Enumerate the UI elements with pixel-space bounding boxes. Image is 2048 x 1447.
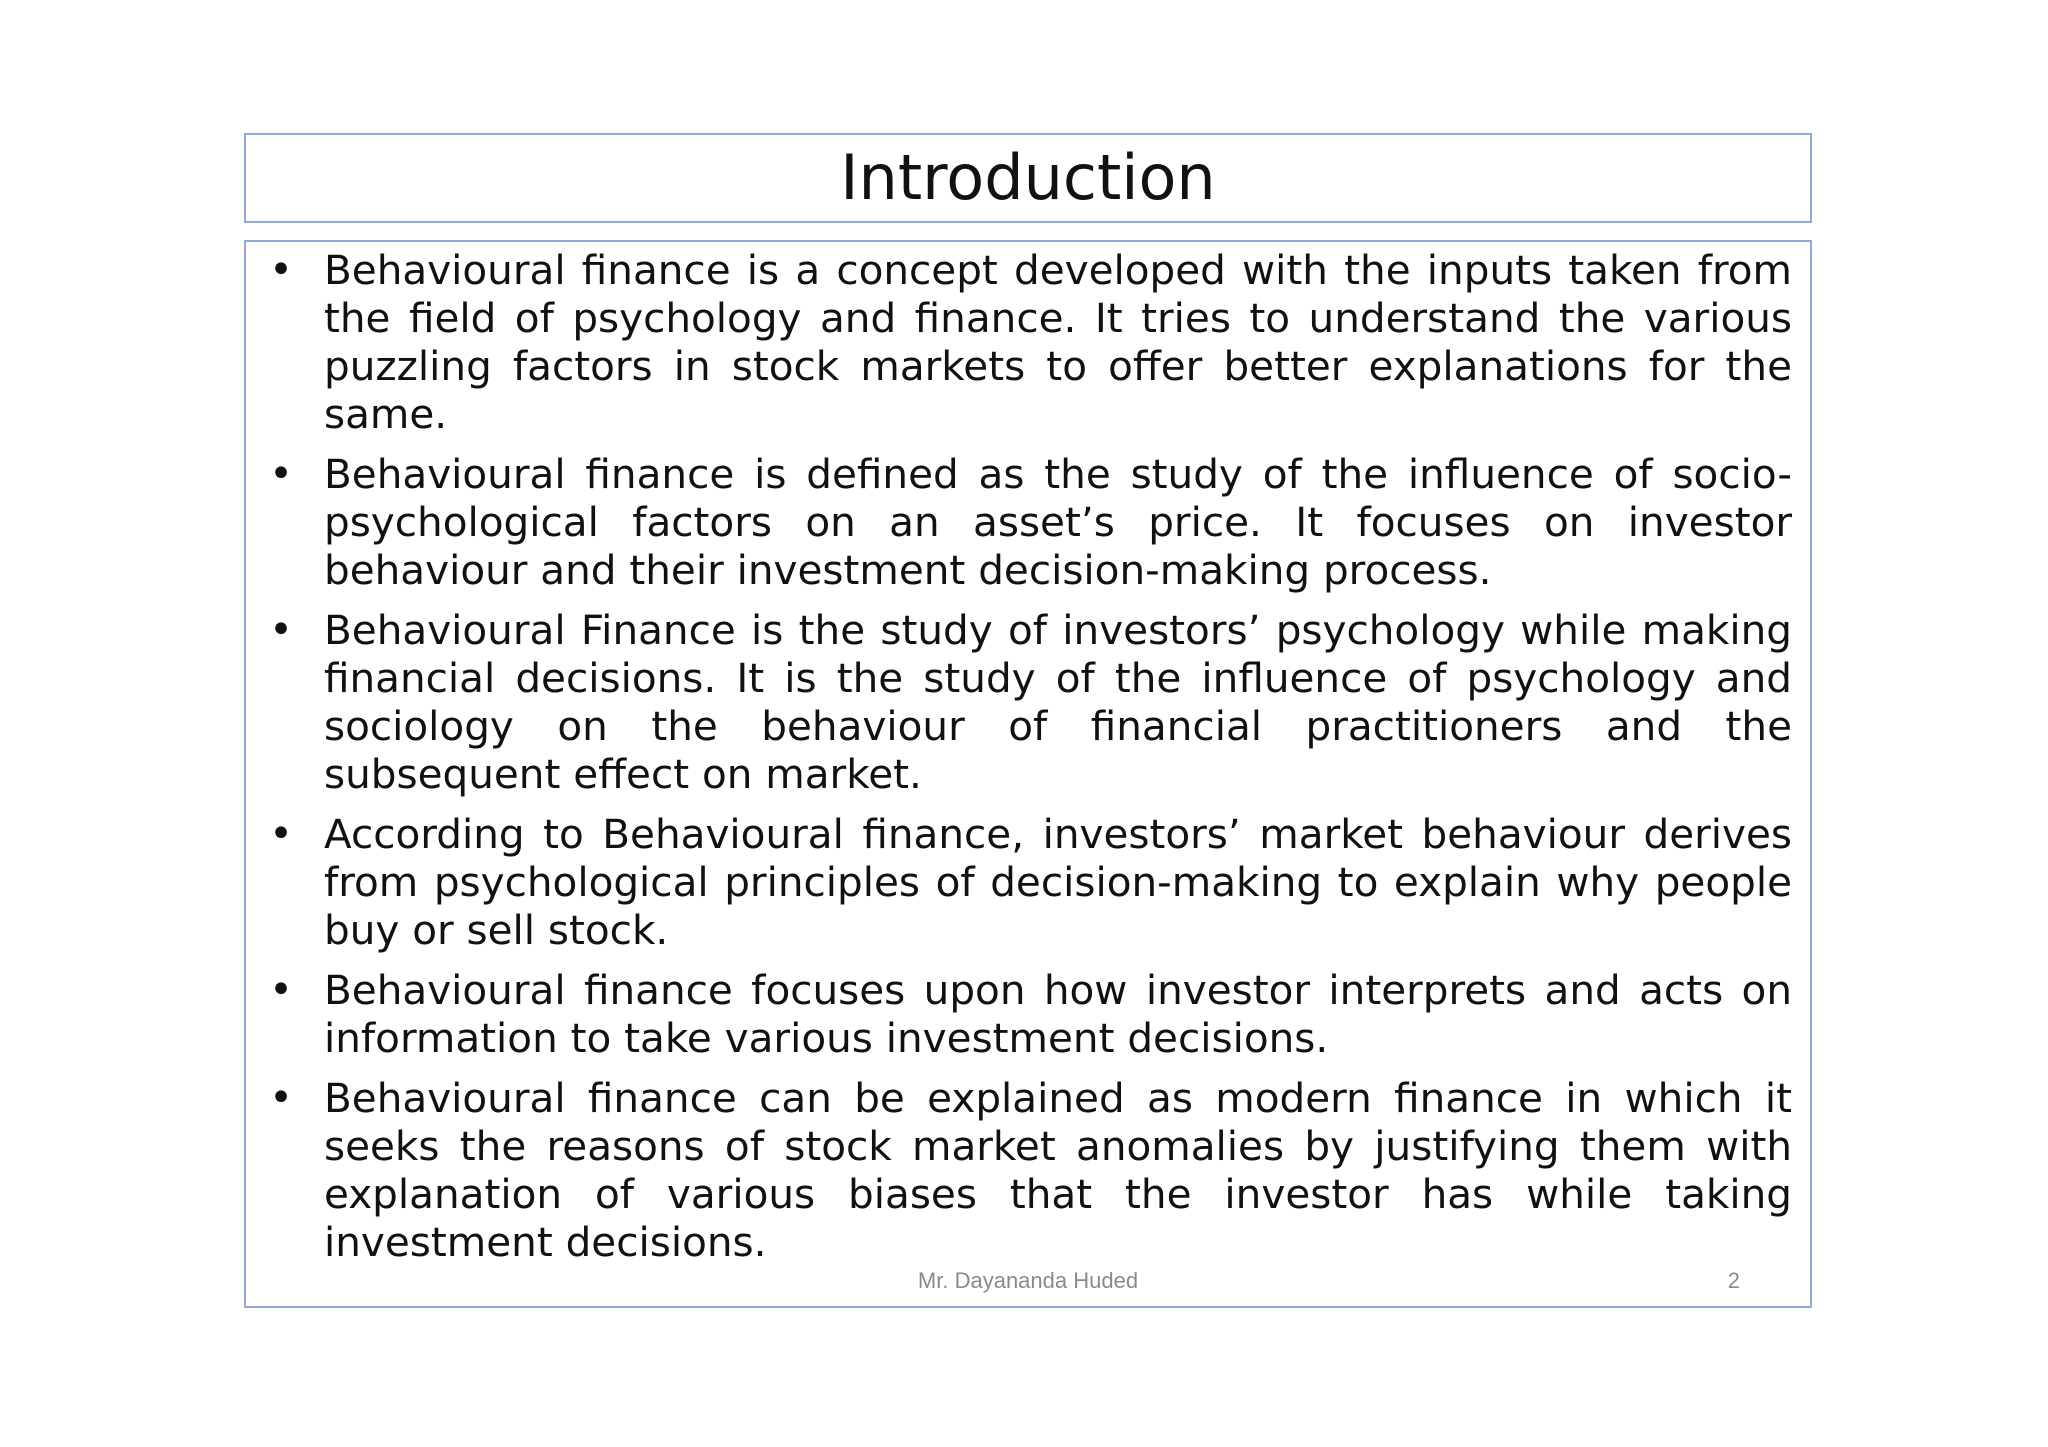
bullet-item: [246, 810, 1810, 954]
bullet-icon: •: [269, 967, 293, 1013]
bullet-item: [246, 606, 1810, 798]
slide-title: Introduction: [840, 141, 1216, 214]
bullet-icon: •: [269, 451, 293, 497]
content-box: [244, 240, 1812, 1308]
bullet-item: [246, 450, 1810, 594]
bullet-text: Behavioural finance can be explained as modern finance in which it seeks the reasons of stock market anomalies by justifying them with explanation of various biases that the investor has while taking investment decisions.: [324, 1074, 1792, 1266]
bullet-text: According to Behavioural finance, investors’ market behaviour derives from psychological principles of decision-making to explain why people buy or sell stock.: [324, 810, 1792, 954]
bullet-icon: •: [269, 247, 293, 293]
bullet-item: [246, 966, 1810, 1062]
footer-author: Mr. Dayananda Huded: [917, 1268, 1139, 1293]
bullet-item: [246, 1074, 1810, 1266]
bullet-icon: •: [269, 607, 293, 653]
title-box: [244, 133, 1812, 223]
bullet-icon: •: [269, 1075, 293, 1121]
bullet-list: [246, 246, 1810, 1278]
bullet-text: Behavioural finance is a concept developed with the inputs taken from the field of psychology and finance. It tries to understand the various puzzling factors in stock markets to offer better explanations for the same.: [324, 246, 1792, 438]
bullet-text: Behavioural Finance is the study of investors’ psychology while making financial decisions. It is the study of the influence of psychology and sociology on the behaviour of financial practitioners and the subsequent effect on market.: [324, 606, 1792, 798]
bullet-text: Behavioural finance focuses upon how investor interprets and acts on information to take various investment decisions.: [324, 966, 1792, 1062]
bullet-text: Behavioural finance is defined as the study of the influence of socio-psychological factors on an asset’s price. It focuses on investor behaviour and their investment decision-making process.: [324, 450, 1792, 594]
bullet-item: [246, 246, 1810, 438]
page-number: 2: [1727, 1268, 1740, 1293]
bullet-icon: •: [269, 811, 293, 857]
